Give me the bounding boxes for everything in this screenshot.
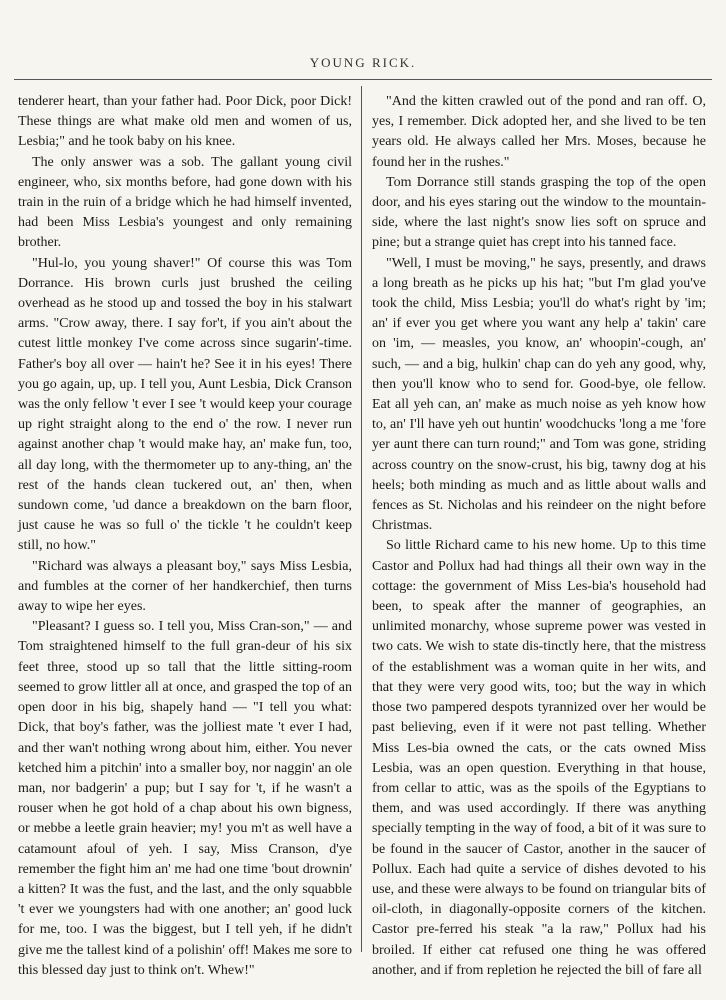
right-column — [372, 92, 706, 981]
paragraph: The only answer was a sob. The gallant young civil engineer, who, six months before, had gone down with his train in the ruin of a bridge which he had himself invented, had been Miss Lesbia's youngest and only remaining brother. — [18, 154, 352, 251]
paragraph: "Richard was always a pleasant boy," says Miss Lesbia, and fumbles at the corner of her handkerchief, then turns away to wipe her eyes. — [18, 558, 352, 615]
paragraph: So little Richard came to his new home. Up to this time Castor and Pollux had had things all their own way in the cottage: the government of Miss Les-bia's household had been, to speak after the manner of geographies, an unlimited monarchy, whose supreme power was vested in two cats. We wish to state dis-tinctly here, that the mistress of the establishment was a woman quite in her wits, and that they were very good wits, too; but the way in which those two pampered despots tyrannized over her would be past believing, even if it were not past telling. Whether Miss Les-bia owned the cats, or the cats owned Miss Lesbia, was an open question. Everything in that house, from cellar to attic, was as the spoils of the Egyptians to them, and was used accordingly. If there was anything specially tempting in the way of food, a bit of it was sure to be found in the saucer of Castor, another in the saucer of Pollux. Each had quite a service of dishes devoted to his use, and these were always to be found on triangular bits of oil-cloth, in diagonally-opposite corners of the kitchen. Castor pre-ferred his steak "a la raw," Pollux had his broiled. If either cat refused one thing he was offered another, and if from repletion he rejected the bill of fare all — [372, 538, 706, 978]
header-rule — [14, 79, 712, 80]
paragraph: "Hul-lo, you young shaver!" Of course this was Tom Dorrance. His brown curls just brushed the ceiling overhead as he stood up and tossed the boy in his stalwart arms. "Crow away, there. I say for't, if you ain't about the cutest little monkey I've come across since sugarin'-time. Father's boy all over — hain't he? See it in his eyes! There you go again, up, up. I tell you, Aunt Lesbia, Dick Cranson was the only fellow 't ever I see 't would keep your courage up right straight along to the end o' the row. I never run against another chap 't would make hay, an' make fun, too, all day long, with the thermometer up to any-thing, an' the rest of the hands clean tuckered out, an' then, when sundown come, 'ud dance a breakdown on the barn floor, just cause he was so full o' the tickle 't he couldn't keep still, no how." — [18, 255, 352, 554]
paragraph: Tom Dorrance still stands grasping the top of the open door, and his eyes staring out the window to the mountain-side, where the last night's snow lies soft on spruce and pine; but a strange quiet has crept into his tanned face. — [372, 174, 706, 251]
running-title: YOUNG RICK. — [309, 55, 417, 70]
paragraph: "Well, I must be moving," he says, presently, and draws a long breath as he picks up his hat; "but I'm glad you've took the child, Miss Lesbia; you'll do what's right by 'im; an' if ever you get where you want any help a' takin' care on 'im, — measles, you know, an' whoopin'-cough, an' such, — and a big, hulkin' chap can do yeh any good, why, then you'll know who to send for. Good-bye, ole fellow. Eat all yeh can, an' make as much noise as yeh know how to, an' I'll have yeh out huntin' woodchucks 'long a me 'fore yer aunt there can turn round;" and Tom was gone, striding across country on the snow-crust, his big, tawny dog at his heels; both minding as much and as little about walls and fences as St. Nicholas and his reindeer on the night before Christmas. — [372, 255, 706, 534]
paragraph: "Pleasant? I guess so. I tell you, Miss Cran-son," — and Tom straightened himself to the full gran-deur of his six feet three, stood up so tall that the little sitting-room seemed to grow littler all at once, and grasped the top of an open door in his big, shapely hand — "I tell you what: Dick, that boy's father, was the jolliest mate 't ever I had, and ther wan't nothing wrong about him, either. You never ketched him a pitchin' into a smaller boy, nor naggin' an ole man, nor badgerin' a pup; but I say for 't, if he wasn't a rouser when he got hold of a chap about his own bigness, or mebbe a leetle grain heavier; my! you m't as well have a catamount afoul of yeh. I say, Miss Cranson, d'ye remember the fight him an' me had one time 'bout drownin' a kitten? It was the fust, and the last, and the only squabble 't ever we youngsters had with one another; an' good luck for me, too. I was the biggest, but I tell yeh, if he didn't give me the tallest kind of a polishin' off! Makes me sore to this blessed day just to think on't. Whew!" — [18, 619, 352, 978]
paragraph: tenderer heart, than your father had. Poor Dick, poor Dick! These things are what make old men and women of us, Lesbia;" and he took baby on his knee. — [18, 94, 352, 150]
paragraph: "And the kitten crawled out of the pond and ran off. O, yes, I remember. Dick adopted her, and she lived to be ten years old. He always called her Mrs. Moses, because he found her in the rushes." — [372, 94, 706, 170]
column-divider — [361, 86, 362, 952]
left-column — [18, 92, 352, 981]
